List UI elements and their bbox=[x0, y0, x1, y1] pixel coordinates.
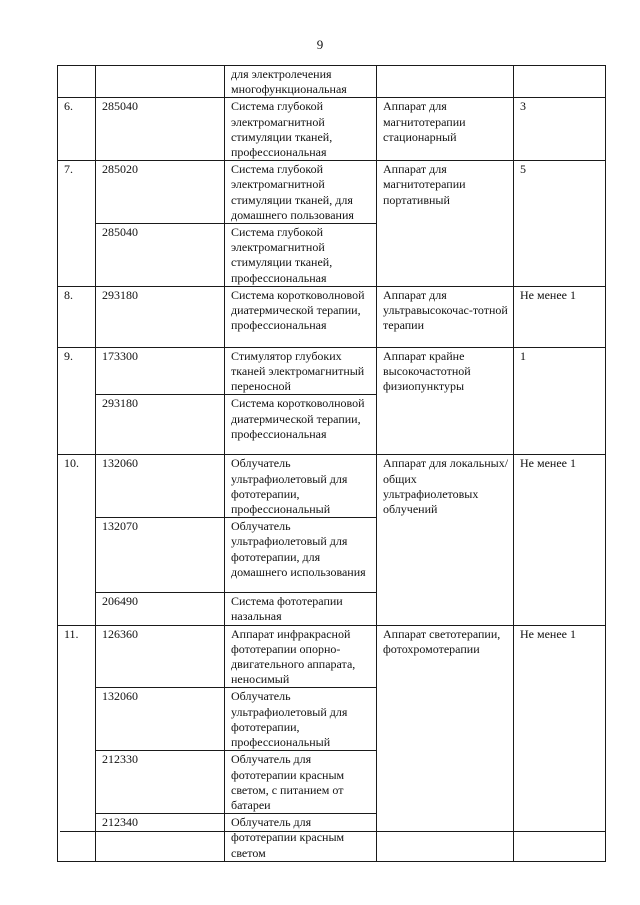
code-cell bbox=[96, 66, 225, 98]
equipment-table bbox=[57, 65, 606, 862]
table-row bbox=[58, 66, 606, 98]
page-number: 9 bbox=[316, 37, 324, 52]
table-row bbox=[58, 286, 606, 347]
device-name-cell: Система коротковолновой диатермической терапии, профессиональная bbox=[225, 286, 377, 347]
device-name-cell: Система глубокой электромагнитной стимуляции тканей, профессиональная bbox=[225, 224, 377, 287]
code-cell: 132070 bbox=[96, 518, 225, 593]
quantity-cell: Не менее 1 bbox=[514, 455, 606, 625]
code-cell: 173300 bbox=[96, 347, 225, 395]
row-number-cell: 10. bbox=[58, 455, 96, 625]
device-name-cell: Облучатель для фототерапии красным светом, с питанием от батареи bbox=[225, 751, 377, 814]
table-row bbox=[58, 98, 606, 161]
row-number-cell: 11. bbox=[58, 625, 96, 861]
code-cell: 285040 bbox=[96, 224, 225, 287]
table-row bbox=[58, 161, 606, 224]
row-number-cell: 8. bbox=[58, 286, 96, 347]
device-name-cell: Система фототерапии назальная bbox=[225, 593, 377, 625]
code-cell: 132060 bbox=[96, 688, 225, 751]
code-cell: 126360 bbox=[96, 625, 225, 688]
row-number-cell: 6. bbox=[58, 98, 96, 161]
purpose-cell: Аппарат светотерапии, фотохромотерапии bbox=[377, 625, 514, 861]
row-number-cell: 9. bbox=[58, 347, 96, 455]
device-name-cell: Облучатель ультрафиолетовый для фототерапии, профессиональный bbox=[225, 455, 377, 518]
bottom-rule bbox=[60, 831, 606, 832]
device-name-cell: Система глубокой электромагнитной стимуляции тканей, для домашнего пользования bbox=[225, 161, 377, 224]
quantity-cell: 1 bbox=[514, 347, 606, 455]
device-name-cell: Облучатель ультрафиолетовый для фототерапии, профессиональный bbox=[225, 688, 377, 751]
table-row bbox=[58, 347, 606, 395]
purpose-cell: Аппарат для ультравысокочас-тотной терапии bbox=[377, 286, 514, 347]
purpose-cell: Аппарат для магнитотерапии портативный bbox=[377, 161, 514, 287]
code-cell: 132060 bbox=[96, 455, 225, 518]
code-cell: 293180 bbox=[96, 395, 225, 455]
row-number-cell: 7. bbox=[58, 161, 96, 287]
purpose-cell: Аппарат крайне высокочастотной физиопунктуры bbox=[377, 347, 514, 455]
code-cell: 212330 bbox=[96, 751, 225, 814]
device-name-cell: Стимулятор глубоких тканей электромагнитный переносной bbox=[225, 347, 377, 395]
device-name-cell: Система коротковолновой диатермической терапии, профессиональная bbox=[225, 395, 377, 455]
quantity-cell: 3 bbox=[514, 98, 606, 161]
table-row bbox=[58, 625, 606, 688]
code-cell: 206490 bbox=[96, 593, 225, 625]
code-cell: 212340 bbox=[96, 814, 225, 862]
code-cell: 285040 bbox=[96, 98, 225, 161]
purpose-cell: Аппарат для локальных/общих ультрафиолетовых облучений bbox=[377, 455, 514, 625]
device-name-cell: Облучатель ультрафиолетовый для фототерапии, для домашнего использования bbox=[225, 518, 377, 593]
purpose-cell: Аппарат для магнитотерапии стационарный bbox=[377, 98, 514, 161]
quantity-cell: 5 bbox=[514, 161, 606, 287]
quantity-cell: Не менее 1 bbox=[514, 625, 606, 861]
table-row bbox=[58, 455, 606, 518]
quantity-cell bbox=[514, 66, 606, 98]
device-name-cell: Облучатель для фототерапии красным светом bbox=[225, 814, 377, 862]
device-name-cell: Аппарат инфракрасной фототерапии опорно-двигательного аппарата, неносимый bbox=[225, 625, 377, 688]
device-name-cell: Система глубокой электромагнитной стимуляции тканей, профессиональная bbox=[225, 98, 377, 161]
quantity-cell: Не менее 1 bbox=[514, 286, 606, 347]
code-cell: 285020 bbox=[96, 161, 225, 224]
row-number-cell bbox=[58, 66, 96, 98]
code-cell: 293180 bbox=[96, 286, 225, 347]
device-name-cell: для электролечения многофункциональная bbox=[225, 66, 377, 98]
purpose-cell bbox=[377, 66, 514, 98]
